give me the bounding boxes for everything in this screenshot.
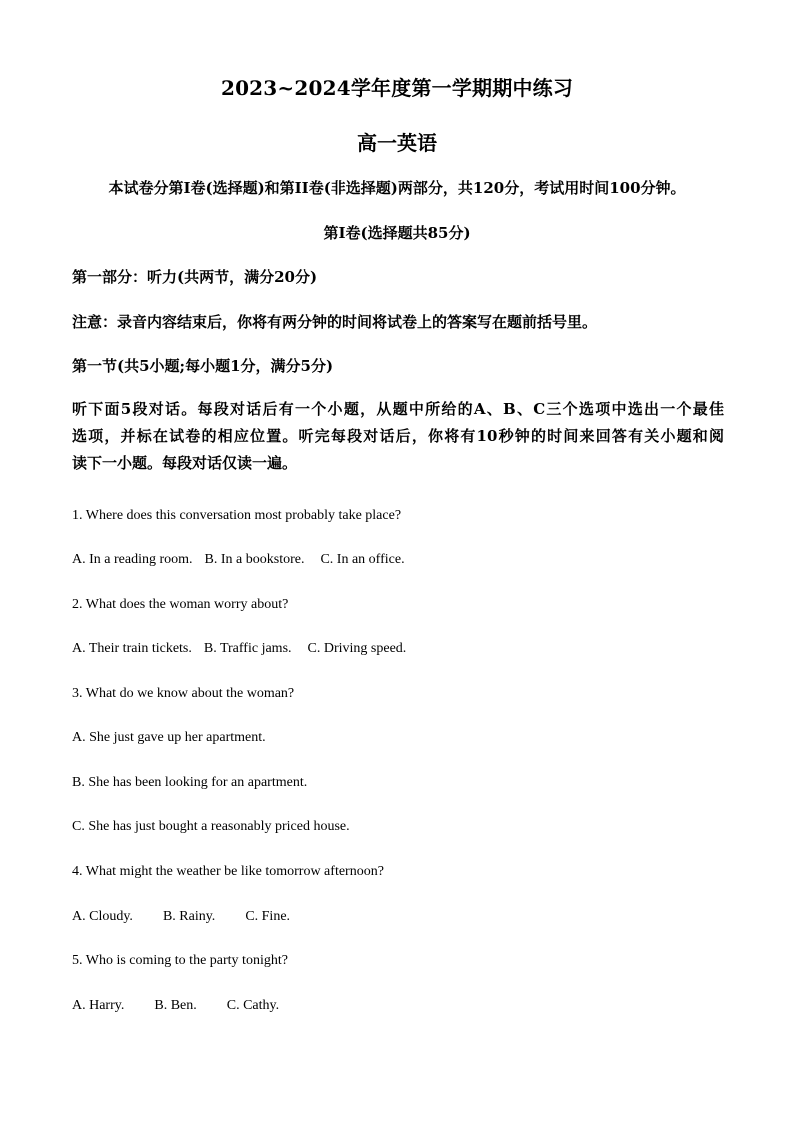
option-c: C. Fine. bbox=[245, 909, 291, 924]
question-options bbox=[72, 552, 405, 568]
exam-title: 2023~2024学年度第一学期期中练习 bbox=[220, 76, 574, 100]
notice-text: 注意：录音内容结束后，你将有两分钟的时间将试卷上的答案写在题前括号里。 bbox=[72, 313, 598, 331]
option-a: A. Their train tickets. bbox=[72, 641, 192, 656]
section1-heading: 第一节(共5小题;每小题1分，满分5分) bbox=[72, 357, 334, 375]
option-b: B. Ben. bbox=[154, 998, 197, 1013]
instructions-line: 选项，并标在试卷的相应位置。听完每段对话后，你将有10秒钟的时间来回答有关小题和阅 bbox=[72, 427, 724, 445]
option-c: C. She has just bought a reasonably priced house. bbox=[72, 819, 350, 834]
option-a: A. In a reading room. bbox=[72, 552, 193, 567]
option-b: B. Rainy. bbox=[162, 909, 216, 924]
option-b: B. She has been looking for an apartment. bbox=[72, 775, 308, 790]
part1-heading: 第一部分：听力(共两节，满分20分) bbox=[72, 268, 318, 286]
option-a: A. Harry. bbox=[72, 998, 125, 1013]
option-b: B. Traffic jams. bbox=[203, 641, 292, 656]
option-c: C. Cathy. bbox=[226, 998, 280, 1013]
question-stem: 4. What might the weather be like tomorrow afternoon? bbox=[72, 864, 384, 879]
option-c: C. Driving speed. bbox=[307, 641, 407, 656]
option-a: A. She just gave up her apartment. bbox=[72, 730, 266, 745]
question-stem: 5. Who is coming to the party tonight? bbox=[72, 953, 288, 968]
exam-intro: 本试卷分第I卷(选择题)和第II卷(非选择题)两部分，共120分，考试用时间100分钟。 bbox=[108, 179, 686, 197]
question-stem: 2. What does the woman worry about? bbox=[72, 597, 289, 612]
volume-heading: 第I卷(选择题共85分) bbox=[323, 224, 471, 242]
option-a: A. Cloudy. bbox=[72, 909, 133, 924]
question-options bbox=[72, 909, 290, 925]
instructions-line: 听下面5段对话。每段对话后有一个小题，从题中所给的A、B、C三个选项中选出一个最佳 bbox=[72, 400, 724, 418]
exam-subject: 高一英语 bbox=[357, 131, 437, 155]
option-b: B. In a bookstore. bbox=[204, 552, 305, 567]
question-options bbox=[72, 998, 279, 1014]
listening-instructions bbox=[72, 396, 724, 477]
instructions-line: 读下一小题。每段对话仅读一遍。 bbox=[72, 454, 298, 472]
question-options bbox=[72, 641, 406, 657]
option-c: C. In an office. bbox=[320, 552, 405, 567]
question-stem: 3. What do we know about the woman? bbox=[72, 686, 295, 701]
question-stem: 1. Where does this conversation most probably take place? bbox=[72, 508, 402, 523]
